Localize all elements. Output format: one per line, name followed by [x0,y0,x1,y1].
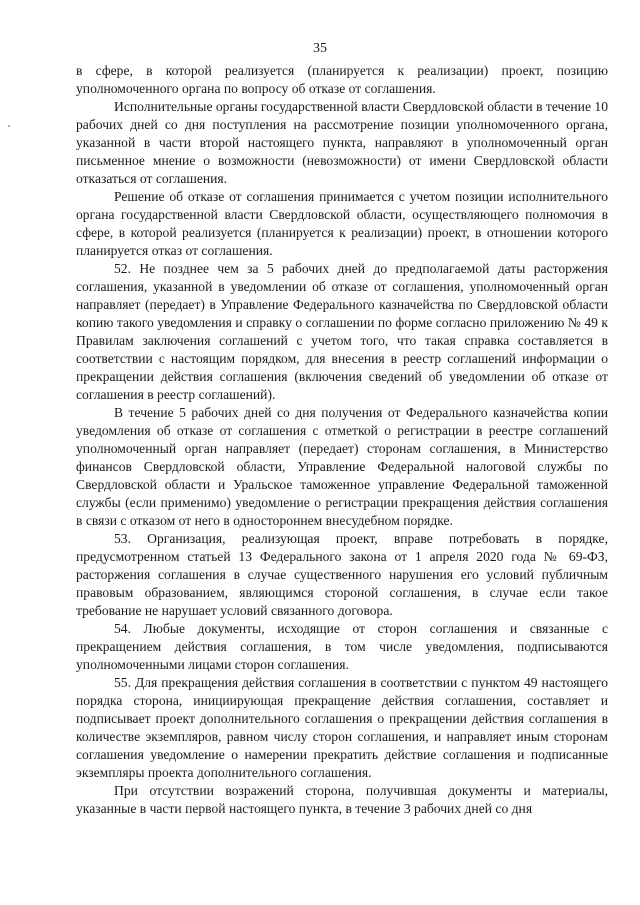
paragraph-3: Решение об отказе от соглашения принимается с учетом позиции исполнительного органа государственной власти Свердловской области, осуществляющего полномочия в сфере, в которой реализуется (планируется к реализации) проект, в отношении которого планируется отказ от соглашения. [76,189,608,258]
paragraph-1: в сфере, в которой реализуется (планируется к реализации) проект, позицию уполномоченного органа по вопросу об отказе от соглашения. [76,63,608,96]
paragraph-53: 53. Организация, реализующая проект, вправе потребовать в порядке, предусмотренном статьей 13 Федерального закона от 1 апреля 2020 года № 69-ФЗ, расторжения соглашения в случае существенного нарушения его условий публичным правовым образованием, являющимся стороной соглашения, в случае если такое требование не нарушает условий связанного договора. [76,531,608,618]
paragraph-54: 54. Любые документы, исходящие от сторон соглашения и связанные с прекращением действия соглашения, в том числе уведомления, подписываются уполномоченными лицами сторон соглашения. [76,621,608,672]
paragraph-52-2: В течение 5 рабочих дней со дня получения от Федерального казначейства копии уведомления об отказе от соглашения с отметкой о регистрации в реестре соглашений уполномоченный орган направляет (передает) сторонам соглашения, в Министерство финансов Свердловской области, Управление Федеральной налоговой службы по Свердловской области и Уральское таможенное управление Федеральной таможенной службы (если применимо) уведомление о регистрации прекращения действия соглашения в связи с отказом от него в одностороннем внесудебном порядке. [76,405,608,528]
scan-speck [8,125,10,127]
paragraph-55: 55. Для прекращения действия соглашения в соответствии с пунктом 49 настоящего порядка сторона, инициирующая прекращение действия соглашения, составляет и подписывает проект дополнительного соглашения о прекращении действия соглашения в количестве экземпляров, равном числу сторон соглашения, и направляет иным сторонам соглашения уведомление о намерении прекратить действие соглашения и подписанные экземпляры проекта дополнительного соглашения. [76,675,608,780]
paragraph-52: 52. Не позднее чем за 5 рабочих дней до предполагаемой даты расторжения соглашения, указанной в уведомлении об отказе от соглашения, уполномоченный орган направляет (передает) в Управление Федерального казначейства по Свердловской области копию такого уведомления и справку о соглашении по форме согласно приложению № 49 к Правилам заключения соглашений с учетом того, что такая справка составляется в соответствии с настоящим порядком, для внесения в реестр соглашений информации о прекращении действия соглашения (включения сведений об уведомлении об отказе от соглашения в реестр соглашений). [76,261,608,402]
paragraph-2: Исполнительные органы государственной власти Свердловской области в течение 10 рабочих дней со дня поступления на рассмотрение позиции уполномоченного органа, указанной в части второй настоящего пункта, направляют в уполномоченный орган письменное мнение о возможности (невозможности) от имени Свердловской области отказаться от соглашения. [76,99,608,186]
page-number: 35 [313,41,327,56]
document-body [76,62,608,818]
paragraph-55-2: При отсутствии возражений сторона, получившая документы и материалы, указанные в части первой настоящего пункта, в течение 3 рабочих дней со дня [76,783,608,816]
